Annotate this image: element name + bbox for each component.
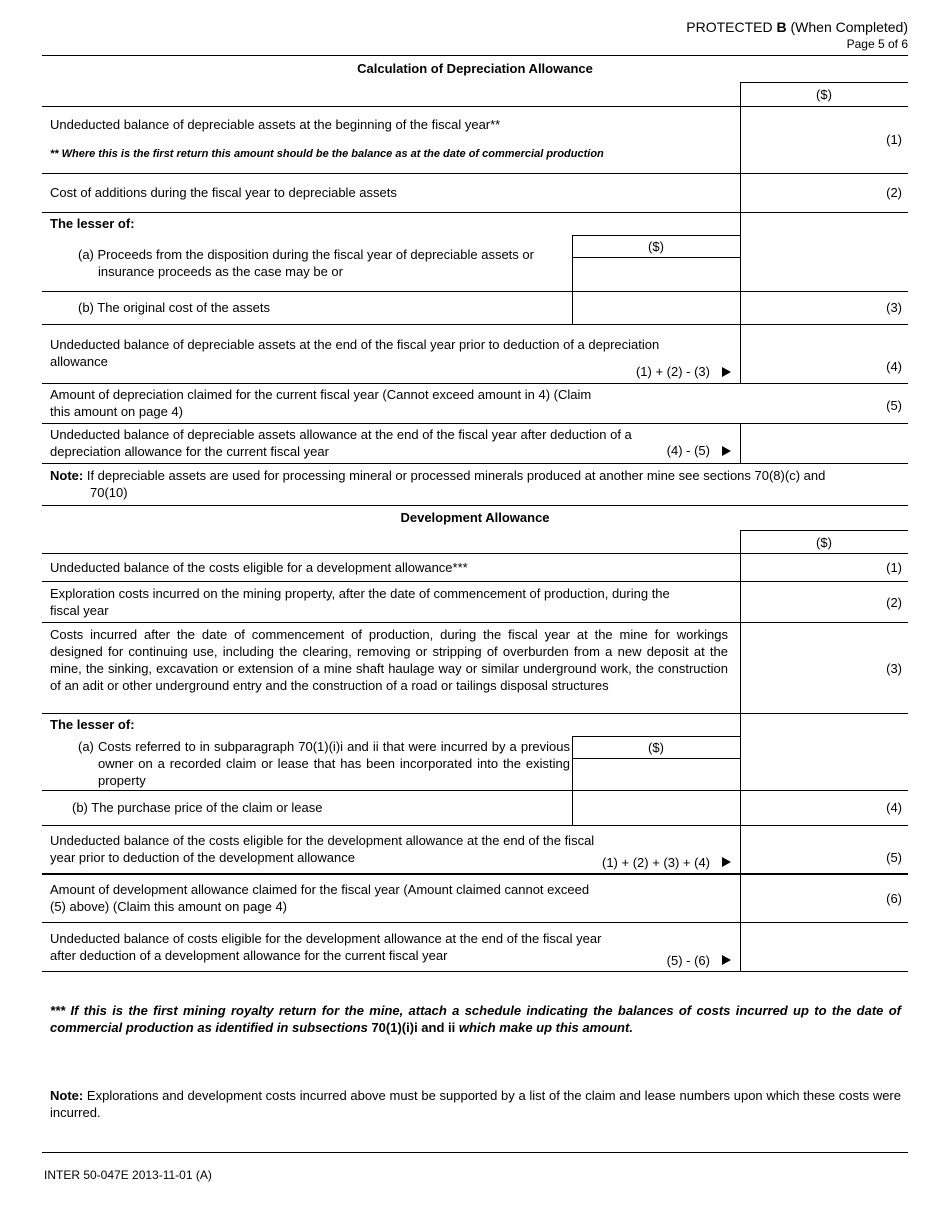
dep-line-291 — [42, 291, 908, 292]
form-id: INTER 50-047E 2013-11-01 (A) — [44, 1168, 212, 1182]
dev-b-input[interactable] — [574, 792, 739, 824]
dep-lesser-label: The lesser of: — [50, 216, 135, 231]
dep-line-463 — [42, 463, 908, 464]
dep-row4-formula: (1) + (2) - (3) — [635, 364, 710, 379]
dev-line-790 — [42, 790, 908, 791]
dep-line-173 — [42, 173, 908, 174]
dep-line-383 — [42, 383, 908, 384]
dev-line-825 — [42, 825, 908, 826]
depreciation-title: Calculation of Depreciation Allowance — [357, 61, 593, 76]
dep-row3-input[interactable] — [742, 293, 907, 323]
dep-line-423 — [42, 423, 908, 424]
dep-row1-input[interactable] — [742, 108, 907, 172]
dev-row6-label-2: (5) above) (Claim this amount on page 4) — [50, 899, 288, 914]
dev-a-input[interactable] — [574, 760, 739, 789]
development-title: Development Allowance — [400, 510, 550, 525]
dev-row2-num: (2) — [886, 595, 902, 610]
dev-line-622 — [42, 622, 908, 623]
dep-col-top — [740, 82, 908, 83]
dep-note-line-1: Note: If depreciable assets are used for processing mineral or processed minerals produced at another mine see sections 70(8)(c) and — [50, 468, 826, 483]
arrow-right-icon — [722, 367, 731, 377]
dev-line-922 — [42, 922, 908, 923]
dep-col-header: ($) — [816, 87, 832, 102]
dev-col-header: ($) — [816, 535, 832, 550]
dep-row1-note: ** Where this is the first return this amount should be the balance as at the date of commercial production — [50, 148, 604, 160]
dev-a-box-top — [572, 736, 740, 737]
dep-line-106 — [42, 106, 908, 107]
dep-row2-input[interactable] — [742, 175, 907, 211]
dep-row6-label-1: Undeducted balance of depreciable assets allowance at the end of the fiscal year after deduction of a — [50, 427, 632, 442]
arrow-right-icon — [722, 446, 731, 456]
protected-label: PROTECTED B (When Completed) — [686, 19, 908, 35]
footer-divider — [42, 1152, 908, 1153]
dev-row5-label-1: Undeducted balance of the costs eligible for the development allowance at the end of the fiscal — [50, 833, 595, 848]
dep-line-212 — [42, 212, 908, 213]
footnote: *** If this is the first mining royalty return for the mine, attach a schedule indicating the balances of costs incurred up to the date of commercial production as identified in subsections 70(1)(i)i and ii which make up this amount. — [50, 1003, 901, 1035]
dep-row6-formula: (4) - (5) — [666, 443, 710, 458]
dep-row4-num: (4) — [886, 359, 902, 374]
dep-row6-input[interactable] — [742, 425, 907, 462]
header-divider — [42, 55, 908, 56]
dev-a-label: (a) Costs referred to in subparagraph 70(1)(i)i and ii that were incurred by a previous owner on a recorded claim or lease that has been incorporated into the existing property — [78, 739, 570, 788]
dep-a-box-mid — [572, 257, 740, 258]
dep-row1-num: (1) — [886, 132, 902, 147]
dev-line-971 — [42, 971, 908, 972]
dep-row2-label: Cost of additions during the fiscal year to depreciable assets — [50, 185, 397, 200]
dep-row1-label: Undeducted balance of depreciable assets at the beginning of the fiscal year** — [50, 117, 501, 132]
dev-line-581 — [42, 581, 908, 582]
dev-row7-input[interactable] — [742, 924, 907, 970]
dev-col-top — [740, 530, 908, 531]
dev-row1-num: (1) — [886, 560, 902, 575]
dev-lesser-label: The lesser of: — [50, 717, 135, 732]
dev-line-505 — [42, 505, 908, 506]
dep-row5-label-1: Amount of depreciation claimed for the current fiscal year (Cannot exceed amount in 4) (Claim — [50, 387, 592, 402]
dev-row6-label-1: Amount of development allowance claimed for the fiscal year (Amount claimed cannot exceed — [50, 882, 590, 897]
dev-row3-label: Costs incurred after the date of commencement of production, during the fiscal year at the mine for workings designed for continuing use, including the clearing, removing or stripping of overburden from a new deposit at the mine, the sinking, excavation or extension of a mine shaft haulage way or similar underground work, the construction of an adit or other underground entry and the construction of a road or tailings disposal structures — [50, 627, 728, 693]
dep-a-label-2: insurance proceeds as the case may be or — [98, 264, 343, 279]
dep-row6-label-2: depreciation allowance for the current fiscal year — [50, 444, 329, 459]
dev-line-553 — [42, 553, 908, 554]
dep-row5-num: (5) — [886, 398, 902, 413]
dep-a-box-top — [572, 235, 740, 236]
arrow-right-icon — [722, 955, 731, 965]
dep-row3-num: (3) — [886, 300, 902, 315]
dep-b-label: (b) The original cost of the assets — [78, 300, 270, 315]
dep-a-col-header: ($) — [648, 239, 664, 254]
dep-row5-input[interactable] — [742, 385, 907, 422]
dep-row2-num: (2) — [886, 185, 902, 200]
dep-row4-label-1: Undeducted balance of depreciable assets at the end of the fiscal year prior to deduction of a depreciation — [50, 337, 660, 352]
dep-row5-label-2: this amount on page 4) — [50, 404, 183, 419]
dep-row4-label-2: allowance — [50, 354, 108, 369]
dep-b-input[interactable] — [574, 293, 739, 323]
dev-row5-input[interactable] — [742, 827, 907, 872]
dev-row1-input[interactable] — [742, 555, 907, 580]
dev-b-label: (b) The purchase price of the claim or lease — [72, 800, 323, 815]
dev-line-713 — [42, 713, 908, 714]
dev-a-box-mid — [572, 758, 740, 759]
dev-col-left-border — [740, 530, 741, 971]
dev-a-col-header: ($) — [648, 740, 664, 755]
dev-row3-input[interactable] — [742, 624, 907, 712]
dev-row5-formula: (1) + (2) + (3) + (4) — [602, 855, 710, 870]
dep-a-input[interactable] — [574, 259, 739, 290]
dep-row4-input[interactable] — [742, 326, 907, 382]
dev-row7-formula: (5) - (6) — [666, 953, 710, 968]
dev-row2-label-2: fiscal year — [50, 603, 109, 618]
dev-row5-num: (5) — [886, 850, 902, 865]
dev-row4-num: (4) — [886, 800, 902, 815]
dev-row5-label-2: year prior to deduction of the development allowance — [50, 850, 355, 865]
arrow-right-icon — [722, 857, 731, 867]
dev-row2-input[interactable] — [742, 583, 907, 621]
dev-line-873 — [42, 873, 908, 875]
dev-row3-num: (3) — [886, 661, 902, 676]
dev-row7-label-1: Undeducted balance of costs eligible for the development allowance at the end of the fiscal year — [50, 931, 602, 946]
dep-col-left-border — [740, 82, 741, 383]
dep-a-label-1: (a) Proceeds from the disposition during the fiscal year of depreciable assets or — [78, 247, 534, 262]
dep-row6-col-border — [740, 423, 741, 463]
dev-row6-input[interactable] — [742, 876, 907, 921]
dev-row6-num: (6) — [886, 891, 902, 906]
bottom-note: Note: Explorations and development costs incurred above must be supported by a list of the claim and lease numbers upon which these costs were incurred. — [50, 1088, 901, 1120]
dep-line-324 — [42, 324, 908, 325]
dev-row2-label-1: Exploration costs incurred on the mining property, after the date of commencement of production, during the — [50, 586, 670, 601]
dep-note-line-2: 70(10) — [90, 485, 128, 500]
dev-row7-label-2: after deduction of a development allowance for the current fiscal year — [50, 948, 448, 963]
dev-row1-label: Undeducted balance of the costs eligible for a development allowance*** — [50, 560, 468, 575]
dev-row4-input[interactable] — [742, 792, 907, 824]
page-number: Page 5 of 6 — [846, 37, 908, 51]
